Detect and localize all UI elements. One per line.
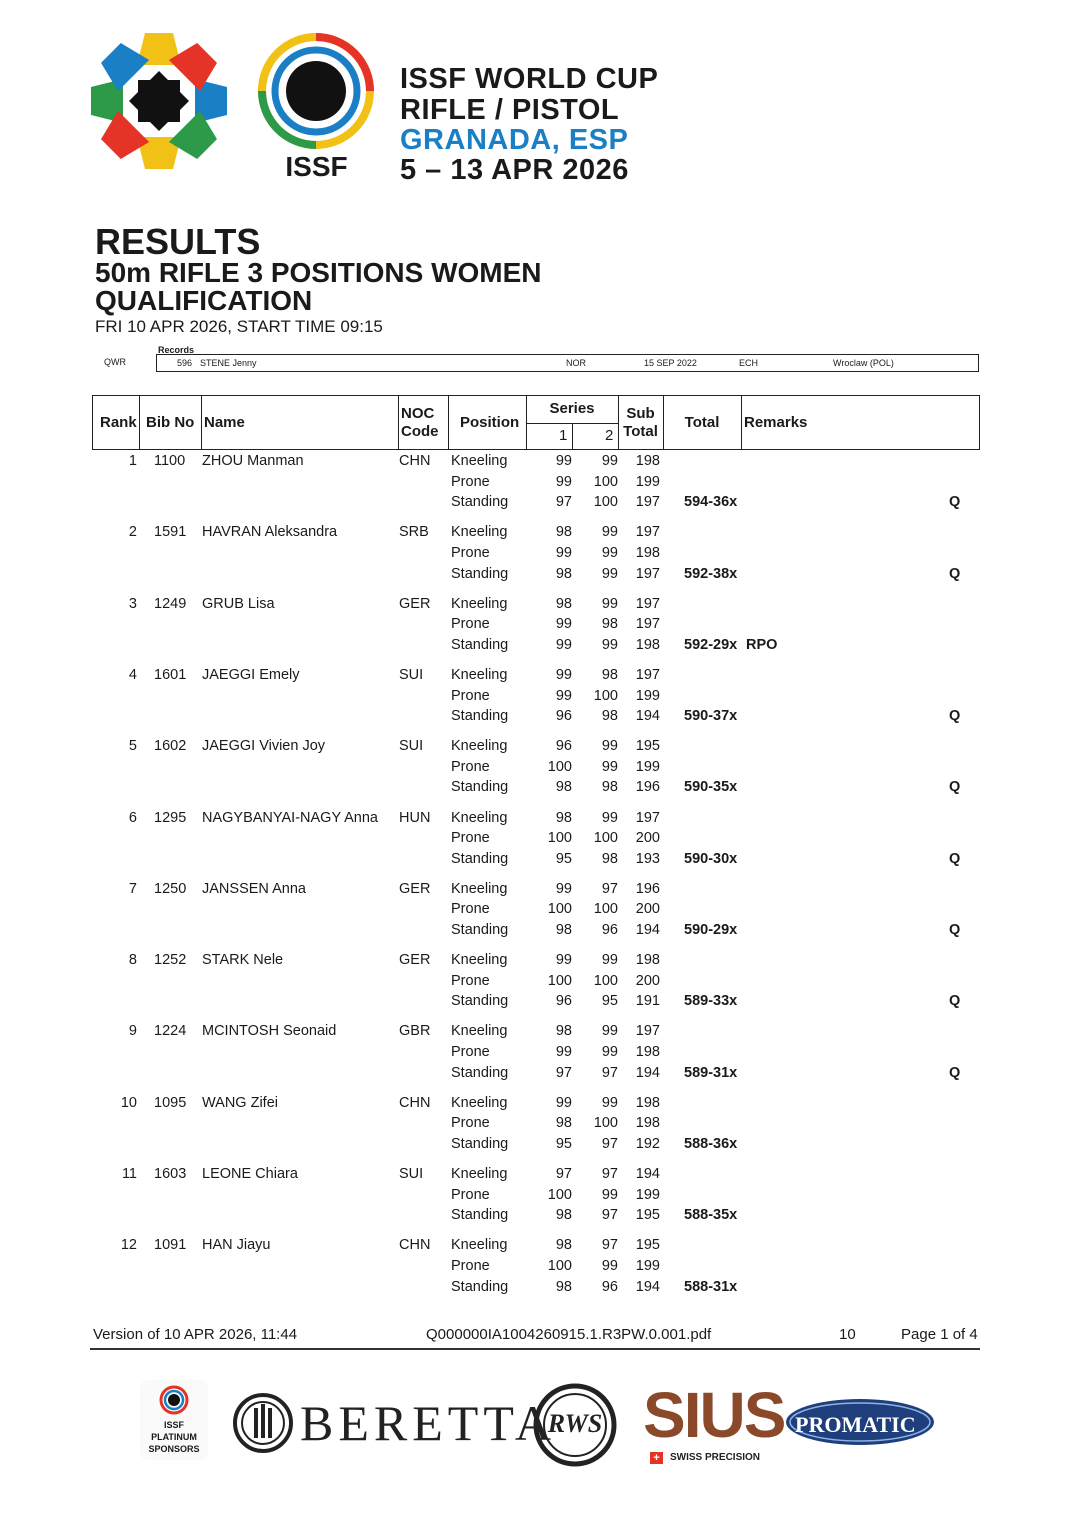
- series-1-score: 96: [555, 708, 572, 725]
- position-name: Kneeling: [451, 738, 508, 755]
- athlete-bib: 1601: [154, 666, 187, 683]
- series-1-score: 97: [555, 494, 572, 511]
- athlete-rank: 11: [121, 1166, 137, 1182]
- position-name: Prone: [451, 687, 490, 704]
- series-1-score: 98: [555, 922, 572, 938]
- series-2-score: 98: [601, 779, 618, 796]
- series-1-score: 100: [547, 1257, 572, 1274]
- sub-total-score: 199: [635, 758, 660, 775]
- athlete-name: WANG Zifei: [202, 1094, 278, 1111]
- sub-total-score: 197: [635, 809, 660, 826]
- event-dates: 5 – 13 APR 2026: [400, 154, 629, 186]
- position-name: Kneeling: [451, 666, 508, 683]
- sub-total-score: 194: [635, 922, 660, 938]
- sub-total-score: 198: [635, 1094, 660, 1111]
- series-2-score: 97: [601, 1207, 618, 1224]
- sub-total-score: 194: [635, 1166, 660, 1182]
- series-2-score: 100: [593, 1115, 618, 1132]
- position-name: Prone: [451, 616, 490, 633]
- sub-total-score: 197: [635, 1023, 660, 1040]
- athlete-rank: 9: [128, 1023, 137, 1040]
- series-1-score: 99: [555, 1094, 572, 1111]
- series-2-score: 99: [601, 809, 618, 826]
- athlete-name: HAVRAN Aleksandra: [202, 524, 338, 541]
- athlete-count: 10: [839, 1326, 856, 1343]
- sub-total-score: 194: [635, 708, 660, 725]
- series-2-score: 99: [601, 524, 618, 541]
- athlete-noc: GER: [399, 952, 431, 969]
- series-1-score: 98: [555, 809, 572, 826]
- series-1-score: 99: [555, 666, 572, 683]
- event-location: GRANADA, ESP: [400, 124, 629, 156]
- issf-logo-label: ISSF: [285, 151, 348, 182]
- sub-total-score: 194: [635, 1278, 660, 1295]
- athlete-bib: 1091: [154, 1237, 187, 1254]
- records-label: Records: [158, 345, 195, 355]
- athlete-bib: 1603: [154, 1166, 187, 1182]
- position-name: Standing: [451, 1278, 509, 1295]
- position-name: Standing: [451, 850, 509, 867]
- col-noc-line2: Code: [401, 423, 439, 440]
- series-1-score: 98: [555, 779, 572, 796]
- series-1-score: 100: [547, 830, 572, 847]
- athlete-bib: 1295: [154, 809, 187, 826]
- sub-total-score: 199: [635, 1186, 660, 1203]
- series-2-score: 100: [593, 687, 618, 704]
- series-1-score: 99: [555, 453, 572, 469]
- athlete-name: LEONE Chiara: [202, 1166, 298, 1182]
- issf-target-logo: [255, 30, 377, 152]
- athlete-name: HAN Jiayu: [202, 1237, 271, 1254]
- athlete-bib: 1602: [154, 738, 187, 755]
- position-name: Kneeling: [451, 952, 508, 969]
- position-name: Kneeling: [451, 453, 508, 469]
- series-2-score: 100: [593, 901, 618, 918]
- series-1-score: 98: [555, 1207, 572, 1224]
- sub-total-score: 200: [635, 830, 660, 847]
- series-1-score: 98: [555, 1237, 572, 1254]
- series-2-score: 99: [601, 544, 618, 561]
- qualified-mark: Q: [949, 1064, 961, 1081]
- athlete-noc: GER: [399, 880, 431, 897]
- col-noc-line1: NOC: [401, 405, 435, 422]
- series-1-score: 98: [555, 524, 572, 541]
- athlete-total: 588-36x: [684, 1135, 738, 1152]
- record-event: ECH: [739, 358, 759, 368]
- series-2-score: 98: [601, 666, 618, 683]
- series-1-score: 98: [555, 565, 572, 582]
- qualified-mark: Q: [949, 494, 961, 511]
- platinum-line1: ISSF: [163, 1420, 184, 1430]
- athlete-bib: 1250: [154, 880, 187, 897]
- swiss-flag-icon: +: [650, 1452, 663, 1464]
- athlete-name: MCINTOSH Seonaid: [202, 1023, 337, 1040]
- athlete-rank: 2: [128, 524, 137, 541]
- series-1-score: 100: [547, 1186, 572, 1203]
- athlete-name: JAEGGI Vivien Joy: [202, 738, 326, 755]
- series-1-score: 99: [555, 473, 572, 490]
- series-2-score: 95: [601, 993, 618, 1010]
- record-holder: STENE Jenny: [200, 358, 257, 368]
- athlete-noc: CHN: [399, 453, 431, 469]
- position-name: Prone: [451, 972, 490, 989]
- qualified-mark: Q: [949, 850, 961, 867]
- series-1-score: 100: [547, 901, 572, 918]
- col-remarks: Remarks: [744, 414, 808, 431]
- athlete-noc: CHN: [399, 1237, 431, 1254]
- record-score: 596: [177, 358, 193, 368]
- sub-total-score: 199: [635, 687, 660, 704]
- series-1-score: 99: [555, 616, 572, 633]
- qualified-mark: Q: [949, 565, 961, 582]
- athlete-rank: 1: [128, 453, 137, 469]
- sub-total-score: 198: [635, 1115, 660, 1132]
- series-2-score: 97: [601, 880, 618, 897]
- position-name: Prone: [451, 1186, 490, 1203]
- position-name: Kneeling: [451, 1094, 508, 1111]
- series-2-score: 100: [593, 972, 618, 989]
- position-name: Kneeling: [451, 809, 508, 826]
- series-2-score: 96: [601, 922, 618, 938]
- qualified-mark: Q: [949, 708, 961, 725]
- athlete-rank: 12: [120, 1237, 137, 1254]
- col-bib: Bib No: [146, 414, 195, 431]
- series-2-score: 100: [593, 494, 618, 511]
- series-2-score: 99: [601, 1257, 618, 1274]
- athlete-total: 590-37x: [684, 708, 738, 725]
- series-1-score: 99: [555, 636, 572, 653]
- athlete-rank: 8: [128, 952, 137, 969]
- sub-total-score: 193: [635, 850, 660, 867]
- sub-total-score: 194: [635, 1064, 660, 1081]
- event-name: 50m RIFLE 3 POSITIONS WOMEN: [95, 257, 542, 288]
- series-2-score: 99: [601, 1044, 618, 1060]
- series-2-score: 97: [601, 1064, 618, 1081]
- position-name: Standing: [451, 922, 509, 938]
- col-name: Name: [204, 414, 245, 431]
- series-2-score: 99: [601, 565, 618, 582]
- athlete-remark: RPO: [746, 636, 778, 653]
- position-name: Kneeling: [451, 524, 508, 541]
- sub-total-score: 195: [635, 1237, 660, 1254]
- sub-total-score: 197: [635, 565, 660, 582]
- sub-total-score: 196: [635, 779, 660, 796]
- results-table-header: [92, 395, 980, 450]
- sub-total-score: 198: [635, 952, 660, 969]
- athlete-bib: 1252: [154, 952, 187, 969]
- series-2-score: 97: [601, 1135, 618, 1152]
- series-2-score: 97: [601, 1237, 618, 1254]
- series-2-score: 99: [601, 1094, 618, 1111]
- athlete-noc: SUI: [399, 666, 424, 683]
- sub-total-score: 197: [635, 666, 660, 683]
- records-box: [156, 354, 979, 372]
- sub-total-score: 198: [635, 636, 660, 653]
- athlete-name: STARK Nele: [202, 952, 284, 969]
- sius-logo: SIUS: [643, 1379, 785, 1451]
- series-2-score: 99: [601, 636, 618, 653]
- series-2-score: 98: [601, 850, 618, 867]
- qualified-mark: Q: [949, 779, 961, 796]
- sius-tagline: SWISS PRECISION: [670, 1452, 761, 1463]
- issf-small-target-icon: [158, 1384, 190, 1416]
- phase-name: QUALIFICATION: [95, 285, 313, 316]
- platinum-line2: PLATINUM: [151, 1432, 197, 1442]
- athlete-noc: SUI: [399, 738, 424, 755]
- athlete-rank: 6: [128, 809, 137, 826]
- athlete-bib: 1095: [154, 1094, 187, 1111]
- athlete-total: 588-31x: [684, 1278, 738, 1295]
- sub-total-score: 199: [635, 1257, 660, 1274]
- position-name: Prone: [451, 1257, 490, 1274]
- athlete-rank: 3: [128, 595, 137, 612]
- series-2-score: 99: [601, 453, 618, 469]
- position-name: Prone: [451, 830, 490, 847]
- qualified-mark: Q: [949, 993, 961, 1010]
- athlete-total: 590-35x: [684, 779, 738, 796]
- athlete-noc: GBR: [399, 1023, 431, 1040]
- series-1-score: 98: [555, 595, 572, 612]
- position-name: Prone: [451, 473, 490, 490]
- series-2-score: 99: [601, 952, 618, 969]
- athlete-total: 588-35x: [684, 1207, 738, 1224]
- athlete-noc: SUI: [399, 1166, 424, 1182]
- footer-divider: [90, 1348, 980, 1350]
- series-2-score: 96: [601, 1278, 618, 1295]
- athlete-bib: 1224: [154, 1023, 187, 1040]
- athlete-rank: 10: [120, 1094, 137, 1111]
- sub-total-score: 200: [635, 901, 660, 918]
- page-title: RESULTS: [95, 221, 261, 262]
- file-name: Q000000IA1004260915.1.R3PW.0.001.pdf: [426, 1326, 712, 1343]
- position-name: Prone: [451, 758, 490, 775]
- col-total: Total: [684, 414, 720, 431]
- position-name: Kneeling: [451, 1023, 508, 1040]
- position-name: Kneeling: [451, 1237, 508, 1254]
- position-name: Standing: [451, 1207, 509, 1224]
- col-series: Series: [549, 400, 595, 417]
- series-1-score: 96: [555, 738, 572, 755]
- series-1-score: 99: [555, 952, 572, 969]
- series-1-score: 98: [555, 1115, 572, 1132]
- granada-event-logo: [88, 30, 230, 172]
- series-1-score: 100: [547, 972, 572, 989]
- sub-total-score: 197: [635, 616, 660, 633]
- athlete-total: 590-30x: [684, 850, 738, 867]
- record-type: QWR: [104, 357, 126, 367]
- position-name: Standing: [451, 494, 509, 511]
- series-1-score: 98: [555, 1023, 572, 1040]
- col-rank: Rank: [100, 414, 137, 431]
- position-name: Standing: [451, 565, 509, 582]
- athlete-bib: 1249: [154, 595, 187, 612]
- event-title-line2: RIFLE / PISTOL: [400, 94, 620, 126]
- beretta-logo: BERETTA: [300, 1395, 556, 1451]
- athlete-total: 589-31x: [684, 1064, 738, 1081]
- series-1-score: 99: [555, 544, 572, 561]
- position-name: Prone: [451, 901, 490, 918]
- position-name: Standing: [451, 1135, 509, 1152]
- series-2-score: 99: [601, 738, 618, 755]
- athlete-rank: 7: [128, 880, 137, 897]
- position-name: Kneeling: [451, 595, 508, 612]
- series-1-score: 100: [547, 758, 572, 775]
- series-2-score: 99: [601, 758, 618, 775]
- athlete-bib: 1591: [154, 524, 187, 541]
- position-name: Standing: [451, 1064, 509, 1081]
- page-number: Page 1 of 4: [901, 1326, 978, 1343]
- series-1-score: 95: [555, 850, 572, 867]
- sub-total-score: 195: [635, 738, 660, 755]
- athlete-total: 589-33x: [684, 993, 738, 1010]
- record-date: 15 SEP 2022: [644, 358, 697, 368]
- athlete-noc: CHN: [399, 1094, 431, 1111]
- record-place: Wroclaw (POL): [833, 358, 894, 368]
- athlete-name: ZHOU Manman: [202, 453, 304, 469]
- sub-total-score: 191: [635, 993, 660, 1010]
- series-2-score: 100: [593, 473, 618, 490]
- series-2-score: 97: [601, 1166, 618, 1182]
- col-series-1: 1: [559, 427, 568, 444]
- athlete-name: JAEGGI Emely: [202, 666, 300, 683]
- athlete-name: JANSSEN Anna: [202, 880, 306, 897]
- sub-total-score: 198: [635, 453, 660, 469]
- series-2-score: 99: [601, 1023, 618, 1040]
- col-series-2: 2: [605, 427, 614, 444]
- date-start-time: FRI 10 APR 2026, START TIME 09:15: [95, 317, 383, 336]
- position-name: Standing: [451, 636, 509, 653]
- position-name: Standing: [451, 993, 509, 1010]
- athlete-bib: 1100: [154, 453, 186, 469]
- col-sub-line1: Sub: [626, 405, 655, 422]
- series-1-score: 99: [555, 687, 572, 704]
- beretta-emblem-icon: [232, 1392, 294, 1454]
- athlete-rank: 5: [128, 738, 137, 755]
- athlete-total: 594-36x: [684, 494, 738, 511]
- athlete-rank: 4: [128, 666, 137, 683]
- position-name: Kneeling: [451, 1166, 508, 1182]
- athlete-noc: SRB: [399, 524, 429, 541]
- sub-total-score: 198: [635, 1044, 660, 1060]
- athlete-total: 592-29x: [684, 636, 738, 653]
- series-1-score: 95: [555, 1135, 572, 1152]
- sub-total-score: 192: [635, 1135, 660, 1152]
- series-2-score: 99: [601, 1186, 618, 1203]
- series-1-score: 99: [555, 1044, 572, 1060]
- position-name: Standing: [451, 779, 509, 796]
- series-2-score: 99: [601, 595, 618, 612]
- qualified-mark: Q: [949, 922, 961, 938]
- athlete-name: GRUB Lisa: [202, 595, 275, 612]
- sub-total-score: 197: [635, 595, 660, 612]
- series-2-score: 98: [601, 616, 618, 633]
- event-title-line1: ISSF WORLD CUP: [400, 63, 659, 95]
- col-sub-line2: Total: [623, 423, 658, 440]
- rws-logo-text: RWS: [547, 1409, 603, 1438]
- series-1-score: 97: [555, 1064, 572, 1081]
- col-position: Position: [460, 414, 520, 431]
- series-2-score: 100: [593, 830, 618, 847]
- sub-total-score: 199: [635, 473, 660, 490]
- version-info: Version of 10 APR 2026, 11:44: [93, 1326, 298, 1343]
- athlete-name: NAGYBANYAI-NAGY Anna: [202, 809, 378, 826]
- position-name: Prone: [451, 1044, 490, 1060]
- position-name: Kneeling: [451, 880, 508, 897]
- series-1-score: 98: [555, 1278, 572, 1295]
- record-noc: NOR: [566, 358, 586, 368]
- athlete-noc: HUN: [399, 809, 431, 826]
- series-1-score: 99: [555, 880, 572, 897]
- position-name: Prone: [451, 544, 490, 561]
- series-1-score: 97: [555, 1166, 572, 1182]
- position-name: Standing: [451, 708, 509, 725]
- sub-total-score: 197: [635, 524, 660, 541]
- sub-total-score: 195: [635, 1207, 660, 1224]
- athlete-noc: GER: [399, 595, 431, 612]
- sub-total-score: 200: [635, 972, 660, 989]
- sub-total-score: 196: [635, 880, 660, 897]
- athlete-total: 590-29x: [684, 922, 738, 938]
- athlete-total: 592-38x: [684, 565, 738, 582]
- sub-total-score: 197: [635, 494, 660, 511]
- sub-total-score: 198: [635, 544, 660, 561]
- series-2-score: 98: [601, 708, 618, 725]
- promatic-logo: PROMATIC: [795, 1412, 916, 1437]
- position-name: Prone: [451, 1115, 490, 1132]
- platinum-line3: SPONSORS: [148, 1444, 200, 1454]
- series-1-score: 96: [555, 993, 572, 1010]
